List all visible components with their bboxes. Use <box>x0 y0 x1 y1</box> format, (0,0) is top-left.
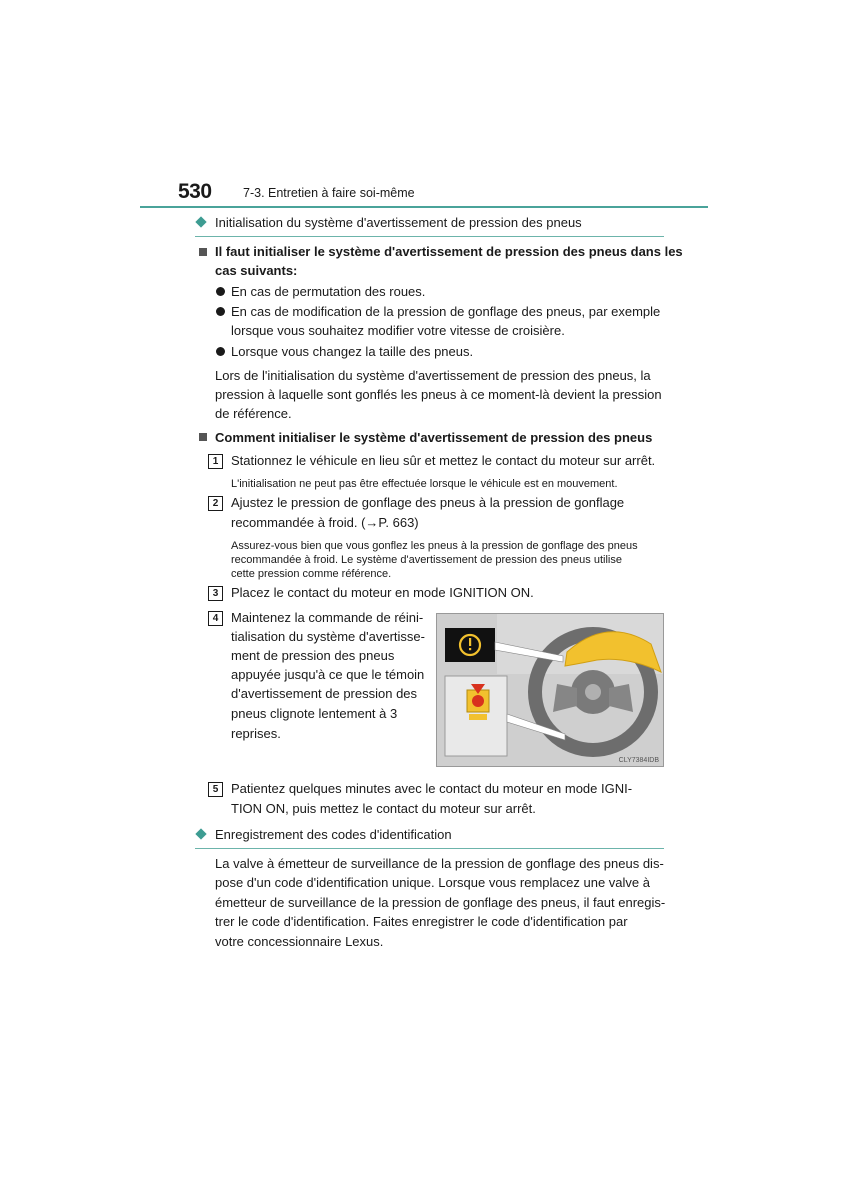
step-number: 3 <box>208 586 223 601</box>
subsection-heading: Il faut initialiser le système d'avertissement de pression des pneus dans les <box>215 244 683 259</box>
paragraph-line: trer le code d'identification. Faites enregistrer le code d'identification par <box>215 914 628 929</box>
step-text-cont: reprises. <box>231 726 281 741</box>
section-title: Enregistrement des codes d'identification <box>215 827 452 842</box>
step-note: cette pression comme référence. <box>231 568 392 580</box>
figure-code: CLY7384IDB <box>618 757 659 764</box>
paragraph-line: de référence. <box>215 406 292 421</box>
step-text: Patientez quelques minutes avec le contact du moteur en mode IGNI- <box>231 781 633 796</box>
steering-wheel-diagram <box>437 614 663 766</box>
paragraph-line: émetteur de surveillance de la pression de gonflage des pneus, il faut enregis- <box>215 895 666 910</box>
dashboard-illustration <box>436 613 664 767</box>
step-text-cont: appuyée jusqu'à ce que le témoin <box>231 667 425 682</box>
page-number: 530 <box>178 180 212 203</box>
step-text-cont: d'avertissement de pression des <box>231 686 418 701</box>
section-title: Initialisation du système d'avertissement de pression des pneus <box>215 215 582 230</box>
step-text-cont: TION ON, puis mettez le contact du moteur sur arrêt. <box>231 801 536 816</box>
step-note: L'initialisation ne peut pas être effectuée lorsque le véhicule est en mouvement. <box>231 478 618 490</box>
step-text-cont: ment de pression des pneus <box>231 648 395 663</box>
step-text-cont: tialisation du système d'avertisse- <box>231 629 425 644</box>
paragraph-line: pression à laquelle sont gonflés les pneus à ce moment-là devient la pression <box>215 387 662 402</box>
square-bullet-icon <box>199 248 207 256</box>
step-text-cont: pneus clignote lentement à 3 <box>231 706 398 721</box>
bullet-item: En cas de modification de la pression de gonflage des pneus, par exemple <box>231 304 661 319</box>
subsection-heading-cont: cas suivants: <box>215 263 298 278</box>
diamond-icon <box>195 216 206 227</box>
paragraph-line: pose d'un code d'identification unique. Lorsque vous remplacez une valve à <box>215 875 650 890</box>
chapter-title: 7-3. Entretien à faire soi-même <box>243 186 415 200</box>
paragraph-line: Lors de l'initialisation du système d'avertissement de pression des pneus, la <box>215 368 651 383</box>
step-note: Assurez-vous bien que vous gonflez les pneus à la pression de gonflage des pneus <box>231 540 638 552</box>
step-number: 4 <box>208 611 223 626</box>
step-text-cont: recommandée à froid. (→P. 663) <box>231 515 419 530</box>
bullet-dot-icon <box>216 307 225 316</box>
header-rule <box>140 206 708 208</box>
paragraph-line: La valve à émetteur de surveillance de la pression de gonflage des pneus dis- <box>215 856 664 871</box>
section-rule <box>195 848 664 849</box>
step-text: Maintenez la commande de réini- <box>231 610 424 625</box>
bullet-item-cont: lorsque vous souhaitez modifier votre vitesse de croisière. <box>231 323 565 338</box>
step-number: 5 <box>208 782 223 797</box>
paragraph-line: votre concessionnaire Lexus. <box>215 934 384 949</box>
step-text: Stationnez le véhicule en lieu sûr et mettez le contact du moteur sur arrêt. <box>231 453 656 468</box>
step-number: 1 <box>208 454 223 469</box>
subsection-heading: Comment initialiser le système d'avertissement de pression des pneus <box>215 430 653 445</box>
bullet-item: En cas de permutation des roues. <box>231 284 426 299</box>
bullet-dot-icon <box>216 347 225 356</box>
diamond-icon <box>195 828 206 839</box>
step-text: Ajustez le pression de gonflage des pneus à la pression de gonflage <box>231 495 625 510</box>
bullet-dot-icon <box>216 287 225 296</box>
bullet-item: Lorsque vous changez la taille des pneus. <box>231 344 474 359</box>
square-bullet-icon <box>199 433 207 441</box>
step-number: 2 <box>208 496 223 511</box>
section-rule <box>195 236 664 237</box>
step-note: recommandée à froid. Le système d'avertissement de pression des pneus utilise <box>231 554 622 566</box>
step-text: Placez le contact du moteur en mode IGNITION ON. <box>231 585 534 600</box>
